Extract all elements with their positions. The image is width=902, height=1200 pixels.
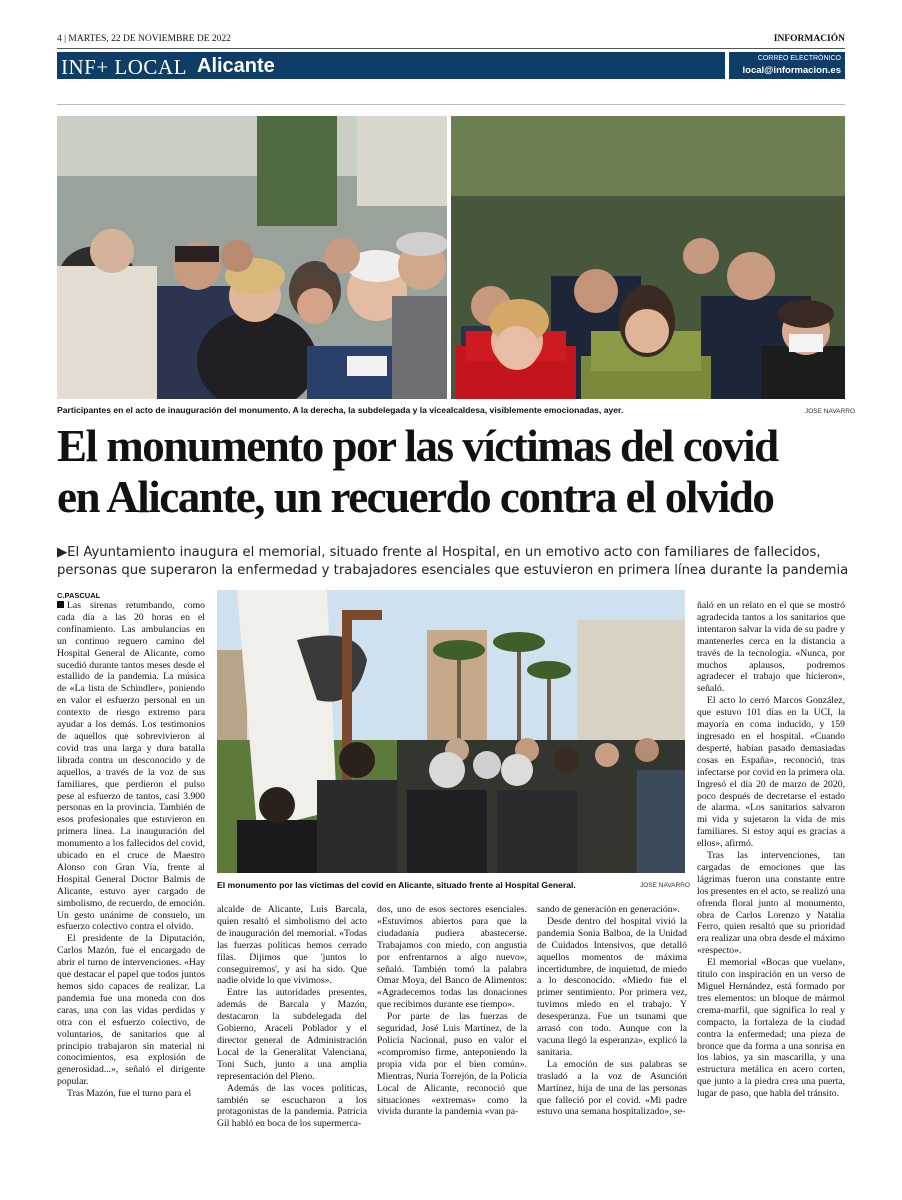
col1-paragraph-2: El presidente de la Diputación, Carlos Mazón, fue el encargado de abrir el turno de intervenciones. «Hay que destacar el papel que todos juntos hemos sido capaces de realizar. La pandemia fue una moneda con dos caras, una con las vidas perdidas y otra con el esfuerzo colectivo, de voluntarios, de sanitarios que al principio trabajaron sin material ni conocimientos, esa explosión de generosidad...», señaló el dirigente popular. [57, 933, 205, 1088]
article-subtitle [57, 544, 857, 580]
paragraph-start-square-icon [57, 601, 64, 608]
newspaper-name: INFORMACIÓN [773, 34, 845, 44]
subtitle-arrow-icon: ▶ [57, 545, 68, 560]
article-byline: C.PASCUAL [57, 591, 101, 600]
monument-photo-credit: JOSE NAVARRO [640, 882, 690, 889]
col4-paragraph-3: La emoción de sus palabras se trasladó a la voz de Asunción Martínez, hija de una de las personas que falleció por el covid. «Mi padre estuvo una semana hospitalizado», se- [537, 1058, 687, 1118]
top-photo-left [57, 116, 447, 399]
email-label: CORREO ELECTRÓNICO [757, 55, 841, 62]
article-headline [57, 421, 857, 523]
col1-paragraph-3: Tras Mazón, fue el turno para el [67, 1088, 192, 1100]
page-header [57, 34, 845, 46]
col5-paragraph-3: Tras las intervenciones, tan cargadas de emociones que las lágrimas fueron una constante entre los presentes en el acto, se realizó una ofrenda floral junto al monumento, obra de Carlos Lorenzo y Natalia Ferro, quien resaltó que su prioridad era realizar una obra desde el máximo «respecto». [697, 850, 845, 957]
col5-paragraph-2: El acto lo cerró Marcos González, que estuvo 101 días en la UCI, la mayoría en coma inducido, y 159 ingresado en el hospital. «Cuando desperté, habían pasado demasiadas cosas en España», reconoció, tras infectarse por covid en la primera ola. Ingresó el día 20 de marzo de 2020, poco después de decretarse el estado de alarma. «Los sanitarios salvaron mi vida y sujetaron la vida de mis familiares. Si estoy aquí es gracias a ellos», afirmó. [697, 695, 845, 850]
section-bar [57, 52, 725, 79]
col4-paragraph-1: sando de generación en generación». [537, 904, 680, 915]
col3-paragraph-1: dos, uno de esos sectores esenciales. «Estuvimos abiertos para que la ciudadanía pudiera abastecerse. Trabajamos con miedo, con angustia por enfrentarnos a algo nuevo», señaló. También tomó la palabra Omar Moya, del Banco de Alimentos: «Agradecemos todas las donaciones que recibimos durante ese tiempo». [377, 904, 527, 1011]
col2-paragraph-1: alcalde de Alicante, Luis Barcala, quien resaltó el simbolismo del acto de inauguración del memorial. «Todas las fuerzas políticas hemos cerrado filas. Dijimos que 'juntos lo conseguiremos', y así ha sido. Que nadie olvide lo que vivimos». [217, 904, 367, 987]
header-rule [57, 48, 845, 49]
article-column-4 [537, 904, 687, 1118]
col2-paragraph-3: Además de las voces políticas, también se escucharon a los protagonistas de la pandemia. Patricia Gil habló en boca de los supermerca- [217, 1082, 367, 1130]
email-address[interactable]: local@informacion.es [742, 65, 841, 76]
col3-paragraph-2: Por parte de las fuerzas de seguridad, José Luis Martínez, de la Policía Nacional, puso en valor el «compromiso firme, anteponiendo la propia vida por el bien común». Mientras, Nuria Torrejón, de la Policía Local de Alicante, reconoció que situaciones «extremas» como la vivida durante la pandemia «van pa- [377, 1011, 527, 1118]
article-column-5 [697, 600, 845, 1100]
top-photo-left-image [57, 116, 447, 399]
page-number-date: 4 | MARTES, 22 DE NOVIEMBRE DE 2022 [57, 34, 231, 44]
monument-photo [217, 590, 685, 873]
top-photos-credit: JOSE NAVARRO [805, 408, 855, 415]
col5-paragraph-1: ñaló en un relato en el que se mostró agradecida tantos a los sanitarios que intentaron salvar la vida de su padre y mantenerles cerca en la distancia a través de la tecnología. «Nunca, por muchos aplausos, podremos agradecer el trabajo que hicieron», señaló. [697, 600, 845, 695]
headline-line-1: El monumento por las víctimas del covid [57, 421, 778, 471]
article-column-2 [217, 904, 367, 1130]
top-photos-caption: Participantes en el acto de inauguración del monumento. A la derecha, la subdelegada y la vicealcaldesa, visiblemente emocionadas, ayer. [57, 405, 624, 415]
email-box [729, 52, 845, 79]
monument-photo-caption: El monumento por las víctimas del covid en Alicante, situado frente al Hospital General. [217, 880, 576, 890]
col1-paragraph-1: Las sirenas retumbando, como cada día a las 20 horas en el confinamiento. Las ambulancias en un continuo reguero camino del Hospital General de Alicante, como sucedió durante tantos meses desde el estallido de la pandemia. La música de «La lista de Schindler», poniendo en valor el esfuerzo personal en un contexto de riesgo extremo para ayudar a los demás. Los testimonios de aquellos que sobrevivieron al covid tras una larga y dura batalla librada contra un desconocido y de aquellos, a través de la voz de sus familiares, que perdieron el pulso pese al esfuerzo de tantos, casi 3.900 personas en la provincia. También de esos profesionales que estuvieron en primera línea. La inauguración del monumento a los fallecidos del covid, ubicado en el cruce de Maestro Alonso con Gran Vía, frente al Hospital General Doctor Balmis de Alicante, estuvo ayer cargado de simbolismo, de recuerdo, de emoción. Un gesto unánime de consuelo, un esfuerzo colectivo contra el olvido. [57, 600, 205, 933]
col4-paragraph-2: Desde dentro del hospital vivió la pandemia Sonia Balboa, de la Unidad de Cuidados Intensivos, que detalló aquellos momentos de máxima incertidumbre, de inquietud, de miedo a lo desconocido. «Miedo fue el primer sentimiento. Por primera vez, tuvimos miedo en el trabajo. Y desesperanza. Fue un tsunami que arrasó con todo. Aunque con la vacuna llegó la esperanza», explicó la sanitaria. [537, 915, 687, 1058]
subtitle-text: El Ayuntamiento inaugura el memorial, situado frente al Hospital, en un emotivo acto con familiares de fallecidos, personas que superaron la enfermedad y trabajadores esenciales que estuvieron en primera línea durante la pandemia [57, 545, 849, 578]
col2-paragraph-2: Entre las autoridades presentes, además de Barcala y Mazón, destacaron la subdelegada del Gobierno, Araceli Poblador y el director general de Administración Local de la Generalitat Valenciana, Toni Such, junto a una amplia representación del Pleno. [217, 987, 367, 1082]
section-label: INF+ LOCAL [61, 55, 187, 79]
top-photo-right-image [451, 116, 845, 399]
col5-paragraph-4: El memorial «Bocas que vuelan», titulo con inspiración en un verso de Miguel Hernández, está formado por tres elementos: un bloque de mármol crema-marfil, que significa lo real y compacto, la fortaleza de la ciudad contra la enfermedad; una pieza de bronce que da forma a una sonrisa en los labios, ya sin mascarilla, y una estructura metálica en acero corten, que junto a la piedra crea una puerta, lugar de paso, que habla del tránsito. [697, 957, 845, 1100]
top-photo-right [451, 116, 845, 399]
section-rule [57, 104, 845, 105]
section-city: Alicante [197, 55, 275, 77]
monument-photo-image [217, 590, 685, 873]
headline-line-2: en Alicante, un recuerdo contra el olvido [57, 472, 774, 522]
article-column-1 [57, 600, 205, 1100]
article-column-3 [377, 904, 527, 1118]
